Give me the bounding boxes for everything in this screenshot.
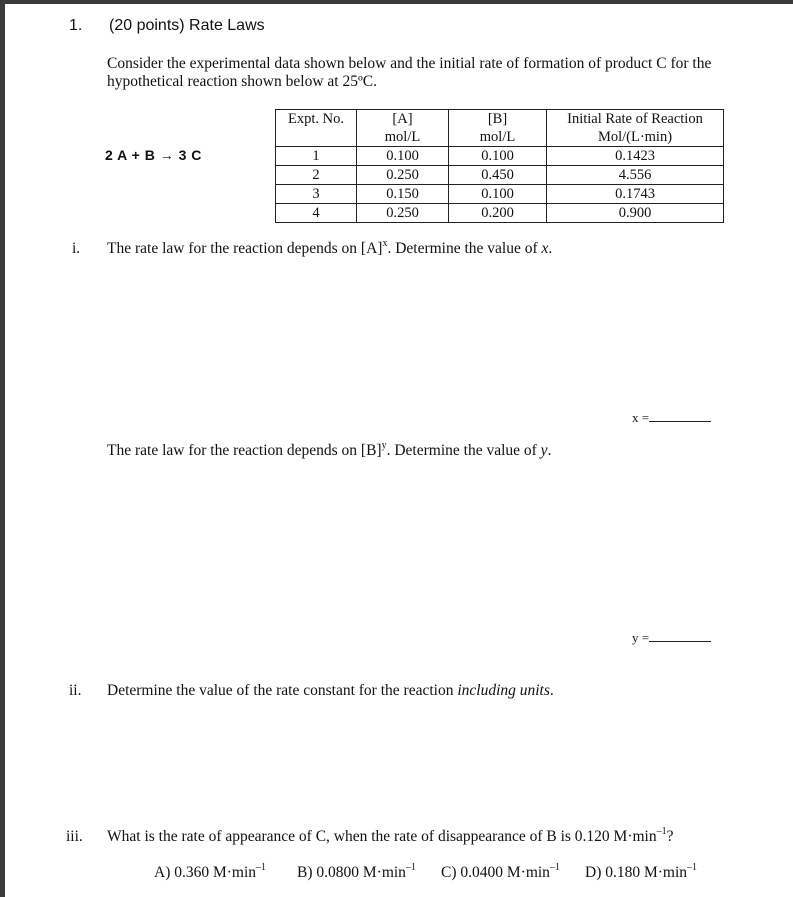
table-row <box>276 147 724 166</box>
question-title: (20 points) Rate Laws <box>109 17 265 34</box>
header-unit: Mol/(L·min) <box>597 129 673 145</box>
part-i-question-2 <box>107 439 552 460</box>
emphasis-text: including units <box>457 682 550 699</box>
table-cell: 0.1423 <box>547 147 724 166</box>
header-a <box>357 110 449 147</box>
choice-c[interactable] <box>441 861 560 882</box>
header-expt-no <box>276 110 357 147</box>
exponent: –1 <box>656 825 667 837</box>
question-text: The rate law for the reaction depends on [B] <box>107 442 382 459</box>
table-row <box>276 185 724 204</box>
variable: x <box>541 240 549 257</box>
question-text: The rate law for the reaction depends on [A] <box>107 240 383 257</box>
table-cell: 4.556 <box>547 166 724 185</box>
table-header-row <box>276 110 724 147</box>
header-label: Initial Rate of Reaction <box>567 111 703 127</box>
choice-a[interactable] <box>154 861 267 882</box>
answer-label: x = <box>632 410 650 425</box>
question-number: 1. <box>69 17 83 34</box>
part-i-label: i. <box>72 240 81 257</box>
variable: y <box>540 442 548 459</box>
table-row <box>276 204 724 223</box>
part-iii-question <box>107 825 674 846</box>
table-cell: 4 <box>276 204 357 223</box>
part-i-question-1 <box>107 237 553 258</box>
header-label: Expt. No. <box>288 111 344 127</box>
question-text: . Determine the value of <box>387 240 542 257</box>
header-label: [A] <box>392 111 413 127</box>
table-cell: 0.450 <box>449 166 547 185</box>
choice-text: D) 0.180 M·min <box>585 864 688 881</box>
exponent: y <box>381 439 387 451</box>
table-cell: 0.900 <box>547 204 724 223</box>
question-text: . <box>547 442 552 459</box>
table-row <box>276 166 724 185</box>
question-text: . <box>549 682 554 699</box>
page-left-border <box>0 0 5 897</box>
table-cell: 0.150 <box>357 185 449 204</box>
answer-blank-y[interactable] <box>649 627 711 642</box>
part-ii-label: ii. <box>69 682 82 699</box>
page-top-border <box>0 0 793 4</box>
reaction-equation: 2 A + B → 3 C <box>105 147 202 163</box>
question-text: ? <box>666 828 674 845</box>
answer-x <box>632 407 711 426</box>
table-cell: 0.200 <box>449 204 547 223</box>
table-cell: 0.100 <box>357 147 449 166</box>
choice-text: C) 0.0400 M·min <box>441 864 550 881</box>
table-cell: 0.100 <box>449 147 547 166</box>
exponent: –1 <box>687 861 698 873</box>
question-text: What is the rate of appearance of C, when the rate of disappearance of B is 0.120 M·min <box>107 828 657 845</box>
header-b <box>449 110 547 147</box>
question-text: . <box>548 240 553 257</box>
answer-blank-x[interactable] <box>649 407 711 422</box>
table-cell: 0.250 <box>357 166 449 185</box>
exponent: x <box>382 237 388 249</box>
question-text: Determine the value of the rate constant for the reaction <box>107 682 458 699</box>
table-cell: 0.100 <box>449 185 547 204</box>
choice-d[interactable] <box>585 861 698 882</box>
choice-text: A) 0.360 M·min <box>154 864 257 881</box>
choice-text: B) 0.0800 M·min <box>297 864 406 881</box>
header-unit: mol/L <box>479 129 516 145</box>
table-cell: 0.1743 <box>547 185 724 204</box>
question-intro: Consider the experimental data shown below and the initial rate of formation of product C for the hypothetical reaction shown below at 25ºC. <box>107 55 712 90</box>
data-table <box>275 109 724 223</box>
exponent: –1 <box>256 861 267 873</box>
question-text: . Determine the value of <box>386 442 541 459</box>
answer-label: y = <box>632 630 650 645</box>
table-cell: 1 <box>276 147 357 166</box>
part-iii-label: iii. <box>66 828 83 845</box>
exponent: –1 <box>549 861 560 873</box>
table-cell: 0.250 <box>357 204 449 223</box>
header-rate <box>547 110 724 147</box>
header-unit: mol/L <box>384 129 421 145</box>
table-cell: 2 <box>276 166 357 185</box>
choice-b[interactable] <box>297 861 416 882</box>
part-ii-question <box>107 682 554 700</box>
answer-y <box>632 627 711 646</box>
exponent: –1 <box>405 861 416 873</box>
table-cell: 3 <box>276 185 357 204</box>
header-label: [B] <box>487 111 508 127</box>
